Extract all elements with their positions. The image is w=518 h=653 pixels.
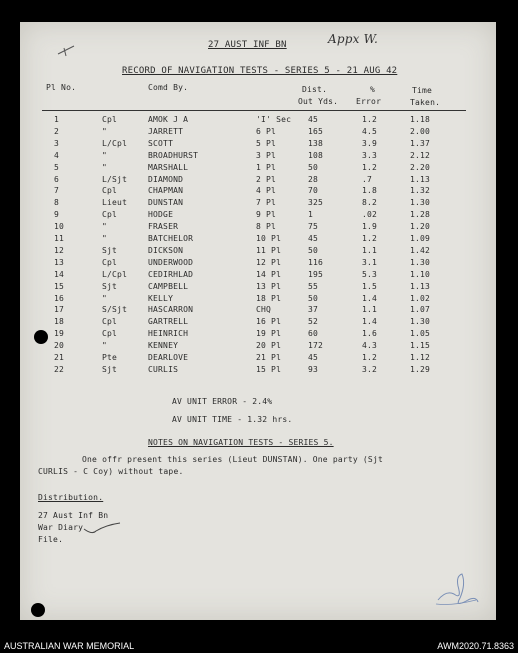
distance-out: 45 <box>308 115 319 124</box>
commander-name: CURLIS <box>148 364 179 374</box>
error-percent: 4.5 <box>362 126 378 136</box>
commander-name: HASCARRON <box>148 305 194 315</box>
table-row <box>20 258 496 270</box>
error-percent: 3.9 <box>362 138 378 148</box>
table-row <box>20 175 496 187</box>
error-percent: 8.2 <box>362 198 378 208</box>
time-taken: 1.37 <box>410 138 431 148</box>
table-row <box>20 139 496 151</box>
col-dist: Dist. <box>302 85 328 94</box>
unit-title: 27 AUST INF BN <box>208 40 287 50</box>
distance-out: 93 <box>308 364 319 374</box>
platoon: 15 Pl <box>256 364 282 374</box>
distance-out: 138 <box>308 138 324 148</box>
platoon: 20 Pl <box>256 341 282 351</box>
error-percent: 1.2 <box>362 115 378 124</box>
rank: Cpl <box>102 257 118 267</box>
platoon: 4 Pl <box>256 186 277 196</box>
notes-line-2: CURLIS - C Coy) without tape. <box>38 467 184 476</box>
platoon-number: 11 <box>54 234 65 243</box>
table-row <box>20 294 496 306</box>
table-row <box>20 270 496 282</box>
table-row <box>20 246 496 258</box>
distance-out: 70 <box>308 186 319 196</box>
table-row <box>20 365 496 377</box>
platoon: 7 Pl <box>256 198 277 208</box>
platoon: 2 Pl <box>256 174 277 184</box>
commander-name: CAMPBELL <box>148 281 189 291</box>
punch-hole <box>31 603 45 617</box>
rank: L/Cpl <box>102 138 128 148</box>
time-taken: 1.18 <box>410 115 431 124</box>
col-time: Time <box>412 86 433 95</box>
platoon-number: 6 <box>54 174 60 184</box>
rank: " <box>102 126 108 136</box>
rank: Cpl <box>102 186 118 196</box>
distance-out: 45 <box>308 234 319 243</box>
distribution-line-1: 27 Aust Inf Bn <box>38 511 109 520</box>
error-percent: 1.2 <box>362 353 378 362</box>
time-taken: 1.28 <box>410 210 431 220</box>
commander-name: DIAMOND <box>148 174 184 184</box>
platoon: 6 Pl <box>256 126 277 136</box>
commander-name: HEINRICH <box>148 329 189 339</box>
commander-name: UNDERWOOD <box>148 257 194 267</box>
rank: " <box>102 234 108 243</box>
table-row <box>20 282 496 294</box>
time-taken: 1.07 <box>410 305 431 315</box>
platoon: 18 Pl <box>256 293 282 303</box>
col-pct: % <box>370 85 376 94</box>
rank: Cpl <box>102 210 118 220</box>
document-page <box>20 22 496 620</box>
error-percent: 1.8 <box>362 186 378 196</box>
col-error: Error <box>356 97 382 106</box>
appendix-annotation: Appx W. <box>328 32 379 46</box>
table-row <box>20 186 496 198</box>
platoon: 11 Pl <box>256 245 282 255</box>
time-taken: 1.30 <box>410 317 431 327</box>
platoon-number: 21 <box>54 353 65 362</box>
commander-name: CHAPMAN <box>148 186 184 196</box>
archive-name: AUSTRALIAN WAR MEMORIAL <box>4 641 135 651</box>
error-percent: 1.9 <box>362 222 378 232</box>
platoon-number: 13 <box>54 257 65 267</box>
rank: S/Sjt <box>102 305 128 315</box>
distance-out: 172 <box>308 341 324 351</box>
platoon-number: 12 <box>54 245 65 255</box>
rank: Sjt <box>102 281 118 291</box>
platoon: 1 Pl <box>256 162 277 172</box>
distance-out: 45 <box>308 353 319 362</box>
platoon-number: 2 <box>54 126 60 136</box>
rank: Lieut <box>102 198 128 208</box>
platoon-number: 9 <box>54 210 60 220</box>
punch-hole <box>34 330 48 344</box>
platoon: 3 Pl <box>256 150 277 160</box>
distance-out: 165 <box>308 126 324 136</box>
platoon-number: 20 <box>54 341 65 351</box>
rank: " <box>102 293 108 303</box>
time-taken: 1.02 <box>410 293 431 303</box>
col-taken: Taken. <box>410 98 441 107</box>
rank: Cpl <box>102 329 118 339</box>
time-taken: 1.13 <box>410 281 431 291</box>
distance-out: 116 <box>308 257 324 267</box>
time-taken: 1.32 <box>410 186 431 196</box>
platoon: 19 Pl <box>256 329 282 339</box>
signature-mark <box>432 570 482 612</box>
rank: Cpl <box>102 115 118 124</box>
archive-reference: AWM2020.71.8363 <box>437 641 514 651</box>
commander-name: HODGE <box>148 210 174 220</box>
error-percent: 1.4 <box>362 293 378 303</box>
average-error: AV UNIT ERROR - 2.4% <box>172 397 273 406</box>
error-percent: .7 <box>362 174 373 184</box>
error-percent: 3.2 <box>362 364 378 374</box>
error-percent: 3.3 <box>362 150 378 160</box>
platoon-number: 16 <box>54 293 65 303</box>
col-dist-unit: Out Yds. <box>298 97 339 106</box>
platoon-number: 10 <box>54 222 65 232</box>
error-percent: 1.2 <box>362 234 378 243</box>
error-percent: 1.6 <box>362 329 378 339</box>
time-taken: 1.42 <box>410 245 431 255</box>
tick-mark-icon <box>82 521 122 535</box>
distance-out: 37 <box>308 305 319 315</box>
table-row <box>20 329 496 341</box>
time-taken: 2.00 <box>410 126 431 136</box>
commander-name: BROADHURST <box>148 150 199 160</box>
time-taken: 2.12 <box>410 150 431 160</box>
rank: L/Cpl <box>102 269 128 279</box>
archive-footer <box>0 639 518 653</box>
commander-name: AMOK J A <box>148 115 189 124</box>
record-title: RECORD OF NAVIGATION TESTS - SERIES 5 - 21 AUG 42 <box>122 66 398 76</box>
time-taken: 1.10 <box>410 269 431 279</box>
platoon: 13 Pl <box>256 281 282 291</box>
header-rule <box>42 110 466 111</box>
platoon: 10 Pl <box>256 234 282 243</box>
rank: Pte <box>102 353 118 362</box>
time-taken: 1.29 <box>410 364 431 374</box>
col-comd-by: Comd By. <box>148 83 189 92</box>
time-taken: 1.15 <box>410 341 431 351</box>
commander-name: SCOTT <box>148 138 174 148</box>
platoon: 21 Pl <box>256 353 282 362</box>
platoon-number: 1 <box>54 115 60 124</box>
platoon: 16 Pl <box>256 317 282 327</box>
time-taken: 1.12 <box>410 353 431 362</box>
table-row <box>20 210 496 222</box>
platoon: 12 Pl <box>256 257 282 267</box>
time-taken: 1.30 <box>410 257 431 267</box>
commander-name: KENNEY <box>148 341 179 351</box>
platoon-number: 8 <box>54 198 60 208</box>
table-row <box>20 317 496 329</box>
distribution-heading: Distribution. <box>38 493 104 502</box>
commander-name: BATCHELOR <box>148 234 194 243</box>
commander-name: JARRETT <box>148 126 184 136</box>
error-percent: .02 <box>362 210 378 220</box>
time-taken: 1.05 <box>410 329 431 339</box>
time-taken: 1.30 <box>410 198 431 208</box>
rank: " <box>102 222 108 232</box>
distance-out: 28 <box>308 174 319 184</box>
time-taken: 1.20 <box>410 222 431 232</box>
commander-name: KELLY <box>148 293 174 303</box>
error-percent: 1.5 <box>362 281 378 291</box>
commander-name: DEARLOVE <box>148 353 189 362</box>
rank: L/Sjt <box>102 174 128 184</box>
notes-line-1: One offr present this series (Lieut DUNSTAN). One party (Sjt <box>82 455 383 464</box>
col-pl-no: Pl No. <box>46 83 77 92</box>
rank: Sjt <box>102 364 118 374</box>
notes-title: NOTES ON NAVIGATION TESTS - SERIES 5. <box>148 438 334 447</box>
table-row <box>20 234 496 246</box>
error-percent: 3.1 <box>362 257 378 267</box>
platoon: CHQ <box>256 305 272 315</box>
error-percent: 1.2 <box>362 162 378 172</box>
rank: " <box>102 341 108 351</box>
time-taken: 1.13 <box>410 174 431 184</box>
distance-out: 52 <box>308 317 319 327</box>
table-row <box>20 198 496 210</box>
platoon-number: 3 <box>54 138 60 148</box>
platoon-number: 22 <box>54 364 65 374</box>
distance-out: 60 <box>308 329 319 339</box>
rank: " <box>102 150 108 160</box>
rank: Cpl <box>102 317 118 327</box>
error-percent: 5.3 <box>362 269 378 279</box>
platoon-number: 18 <box>54 317 65 327</box>
distance-out: 75 <box>308 222 319 232</box>
distance-out: 55 <box>308 281 319 291</box>
commander-name: DICKSON <box>148 245 184 255</box>
table-row <box>20 305 496 317</box>
error-percent: 1.4 <box>362 317 378 327</box>
table-row <box>20 127 496 139</box>
platoon: 8 Pl <box>256 222 277 232</box>
table-row <box>20 115 496 127</box>
table-row <box>20 163 496 175</box>
distance-out: 50 <box>308 245 319 255</box>
average-time: AV UNIT TIME - 1.32 hrs. <box>172 415 293 424</box>
error-percent: 1.1 <box>362 305 378 315</box>
platoon: 9 Pl <box>256 210 277 220</box>
platoon: 'I' Sec <box>256 115 292 124</box>
time-taken: 2.20 <box>410 162 431 172</box>
platoon-number: 7 <box>54 186 60 196</box>
distance-out: 325 <box>308 198 324 208</box>
commander-name: CEDIRHLAD <box>148 269 194 279</box>
rank: Sjt <box>102 245 118 255</box>
platoon-number: 15 <box>54 281 65 291</box>
error-percent: 4.3 <box>362 341 378 351</box>
platoon-number: 17 <box>54 305 65 315</box>
distribution-line-2: War Diary <box>38 523 84 532</box>
platoon-number: 4 <box>54 150 60 160</box>
platoon: 14 Pl <box>256 269 282 279</box>
platoon-number: 14 <box>54 269 65 279</box>
table-row <box>20 151 496 163</box>
error-percent: 1.1 <box>362 245 378 255</box>
distribution-line-3: File. <box>38 535 64 544</box>
table-row <box>20 353 496 365</box>
platoon: 5 Pl <box>256 138 277 148</box>
commander-name: DUNSTAN <box>148 198 184 208</box>
distance-out: 50 <box>308 162 319 172</box>
commander-name: FRASER <box>148 222 179 232</box>
platoon-number: 19 <box>54 329 65 339</box>
platoon-number: 5 <box>54 162 60 172</box>
pencil-mark-icon <box>56 44 76 58</box>
distance-out: 195 <box>308 269 324 279</box>
commander-name: GARTRELL <box>148 317 189 327</box>
commander-name: MARSHALL <box>148 162 189 172</box>
distance-out: 108 <box>308 150 324 160</box>
time-taken: 1.09 <box>410 234 431 243</box>
table-row <box>20 341 496 353</box>
distance-out: 1 <box>308 210 314 220</box>
table-row <box>20 222 496 234</box>
rank: " <box>102 162 108 172</box>
distance-out: 50 <box>308 293 319 303</box>
